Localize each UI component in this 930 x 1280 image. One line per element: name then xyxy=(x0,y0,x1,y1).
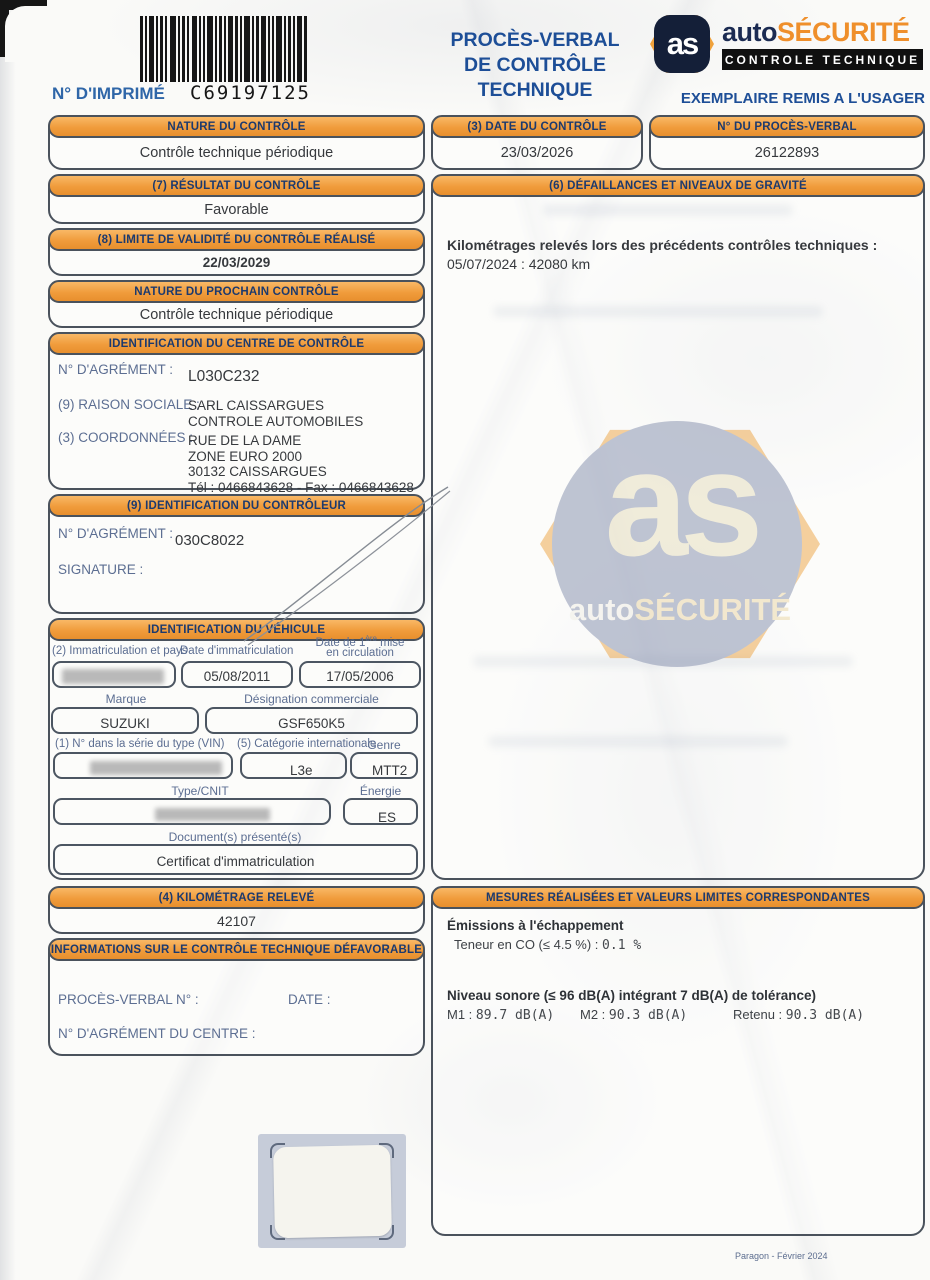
date-mise-value: 17/05/2006 xyxy=(326,669,394,684)
designation-label: Désignation commerciale xyxy=(244,692,379,706)
centre-adresse-line: ZONE EURO 2000 xyxy=(188,448,303,464)
section-nature-du-controle xyxy=(48,115,425,170)
centre-agrement-label: N° D'AGRÉMENT : xyxy=(58,362,173,377)
section-centre-header: IDENTIFICATION DU CENTRE DE CONTRÔLE xyxy=(48,332,425,355)
m1-label: M1 : xyxy=(447,1007,473,1022)
kilometrages-note xyxy=(447,236,913,274)
centre-coordonnees-label: (3) COORDONNÉES : xyxy=(58,430,194,445)
section-date-du-controle xyxy=(431,115,643,170)
co-label: Teneur en CO (≤ 4.5 %) : xyxy=(454,937,599,952)
documents-field xyxy=(53,844,418,875)
niveau-sonore-m1 xyxy=(447,1007,554,1023)
co-line xyxy=(454,937,641,953)
watermark-wordmark-securite: SÉCURITÉ xyxy=(634,592,792,627)
date-mise-field xyxy=(299,661,421,688)
section-mesures xyxy=(431,886,925,1236)
vignette-sticker xyxy=(258,1134,406,1248)
marque-label: Marque xyxy=(105,692,147,706)
immat-field xyxy=(52,661,176,688)
date-immat-value: 05/08/2011 xyxy=(203,669,271,684)
kilometrage-value: 42107 xyxy=(217,912,256,929)
date-mise-label-part: Date de 1 xyxy=(315,636,366,649)
print-reference: Paragon - Février 2024 xyxy=(735,1251,828,1261)
energie-label: Énergie xyxy=(359,784,402,798)
section-controleur-header: (9) IDENTIFICATION DU CONTRÔLEUR xyxy=(48,494,425,517)
imprint-number-value: C69197125 xyxy=(190,82,311,104)
section-pv-header: N° DU PROCÈS-VERBAL xyxy=(649,115,925,138)
date-immat-field xyxy=(181,661,293,688)
vin-field xyxy=(53,752,233,779)
redacted-vin xyxy=(90,761,222,775)
designation-field xyxy=(205,707,418,734)
nature-value: Contrôle technique périodique xyxy=(139,145,334,161)
section-limite-header: (8) LIMITE DE VALIDITÉ DU CONTRÔLE RÉALISÉ xyxy=(48,228,425,251)
sticker-blank-label xyxy=(273,1145,392,1238)
type-cnit-field xyxy=(53,798,331,825)
copy-notice: EXEMPLAIRE REMIS A L'USAGER xyxy=(680,90,925,107)
centre-raison-value: SARL CAISSARGUES CONTROLE AUTOMOBILES xyxy=(188,398,364,429)
niveau-sonore-title: Niveau sonore (≤ 96 dB(A) intégrant 7 dB(A) de tolérance) xyxy=(447,988,816,1003)
prochain-value: Contrôle technique périodique xyxy=(139,306,334,323)
section-prochain-header: NATURE DU PROCHAIN CONTRÔLE xyxy=(48,280,425,303)
section-kilometrage-header: (4) KILOMÉTRAGE RELEVÉ xyxy=(48,886,425,909)
imprint-number-label: N° D'IMPRIMÉ xyxy=(52,84,165,103)
resultat-value: Favorable xyxy=(204,201,269,218)
centre-adresse-line: RUE DE LA DAME xyxy=(188,433,302,448)
controleur-agrement-label: N° D'AGRÉMENT : xyxy=(58,526,173,541)
centre-adresse-line: Tél : 0466843628 - Fax : 0466843628 xyxy=(188,479,414,495)
designation-value: GSF650K5 xyxy=(278,716,345,731)
section-defaillances-header: (6) DÉFAILLANCES ET NIVEAUX DE GRAVITÉ xyxy=(431,174,925,197)
m1-value: 89.7 dB(A) xyxy=(475,1008,555,1023)
defavorable-pv-label: PROCÈS-VERBAL N° : xyxy=(58,992,199,1007)
section-limite-validite xyxy=(48,228,425,276)
controleur-agrement-value: 030C8022 xyxy=(175,532,245,549)
documents-value: Certificat d'immatriculation xyxy=(156,854,315,869)
document-title-line1: PROCÈS-VERBAL xyxy=(450,29,620,51)
signature-stroke xyxy=(238,478,453,648)
categorie-label: (5) Catégorie internationale xyxy=(237,738,377,750)
show-through-smudge xyxy=(488,736,788,747)
watermark-wordmark-auto: auto xyxy=(568,592,635,627)
co-value: 0.1 % xyxy=(602,938,642,953)
documents-label: Document(s) présenté(s) xyxy=(168,830,302,844)
controleur-signature-label: SIGNATURE : xyxy=(58,562,144,577)
kilometrages-note-label: Kilométrages relevés lors des précédents contrôles techniques : xyxy=(447,237,878,253)
as-watermark xyxy=(540,420,820,668)
section-resultat-header: (7) RÉSULTAT DU CONTRÔLE xyxy=(48,174,425,197)
genre-value: MTT2 xyxy=(372,763,408,778)
marque-value: SUZUKI xyxy=(100,716,150,731)
section-defavorable-header: INFORMATIONS SUR LE CONTRÔLE TECHNIQUE DÉFAVORABLE xyxy=(48,938,425,961)
niveau-sonore-m2 xyxy=(580,1007,687,1023)
section-centre-de-controle xyxy=(48,332,425,495)
centre-raison-label: (9) RAISON SOCIALE : xyxy=(58,397,200,412)
logo-square-icon xyxy=(654,15,710,73)
niveau-sonore-retenu xyxy=(733,1007,864,1023)
emissions-title: Émissions à l'échappement xyxy=(447,918,624,933)
proces-verbal-value: 26122893 xyxy=(754,145,820,161)
date-mise-label-part: mise xyxy=(376,636,405,649)
section-nature-header: NATURE DU CONTRÔLE xyxy=(48,115,425,138)
watermark-wordmark xyxy=(540,592,820,628)
document-title-line2: DE CONTRÔLE TECHNIQUE xyxy=(464,54,606,101)
date-immat-label: Date d'immatriculation xyxy=(180,645,294,657)
section-kilometrage xyxy=(48,886,425,934)
limite-value: 22/03/2029 xyxy=(202,255,271,270)
retenu-value: 90.3 dB(A) xyxy=(785,1008,865,1023)
kilometrages-note-value: 05/07/2024 : 42080 km xyxy=(447,256,591,272)
section-prochain-controle xyxy=(48,280,425,328)
categorie-value: L3e xyxy=(290,763,313,778)
watermark-monogram: as xyxy=(604,419,756,587)
centre-agrement-value: L030C232 xyxy=(188,368,260,385)
redacted-immatriculation xyxy=(62,669,164,684)
show-through-smudge xyxy=(493,306,823,317)
redacted-type-cnit xyxy=(155,808,270,821)
section-resultat-du-controle xyxy=(48,174,425,224)
marque-field xyxy=(51,707,199,734)
type-cnit-label: Type/CNIT xyxy=(171,784,229,798)
autosecurite-logo-icon xyxy=(650,12,714,76)
logo-tagline: CONTROLE TECHNIQUE xyxy=(722,49,923,70)
logo-wordmark-auto: auto xyxy=(722,17,777,47)
barcode xyxy=(140,16,308,82)
section-mesures-header: MESURES RÉALISÉES ET VALEURS LIMITES CORRESPONDANTES xyxy=(431,886,925,909)
logo-monogram: as xyxy=(666,26,698,61)
genre-label: Genre xyxy=(367,738,401,752)
date-mise-label-sup: ère xyxy=(365,634,377,643)
m2-value: 90.3 dB(A) xyxy=(608,1008,688,1023)
section-numero-proces-verbal xyxy=(649,115,925,170)
centre-adresse-line: 30132 CAISSARGUES xyxy=(188,464,327,479)
section-date-header: (3) DATE DU CONTRÔLE xyxy=(431,115,643,138)
logo-wordmark-securite: SÉCURITÉ xyxy=(777,17,910,47)
defavorable-agrement-label: N° D'AGRÉMENT DU CENTRE : xyxy=(58,1026,256,1041)
logo-wordmark xyxy=(722,17,910,48)
date-mise-label-line2: en circulation xyxy=(326,647,394,659)
paper-corner xyxy=(5,6,61,62)
show-through-smudge xyxy=(543,204,793,216)
energie-value: ES xyxy=(378,810,397,825)
defavorable-date-label: DATE : xyxy=(288,992,331,1007)
retenu-label: Retenu : xyxy=(733,1007,783,1022)
immat-label: (2) Immatriculation et pays xyxy=(52,645,188,657)
section-controle-defavorable xyxy=(48,938,425,1056)
vin-label: (1) N° dans la série du type (VIN) xyxy=(55,738,225,750)
section-vehicule-header: IDENTIFICATION DU VÉHICULE xyxy=(48,618,425,641)
m2-label: M2 : xyxy=(580,1007,606,1022)
date-controle-value: 23/03/2026 xyxy=(500,145,574,161)
